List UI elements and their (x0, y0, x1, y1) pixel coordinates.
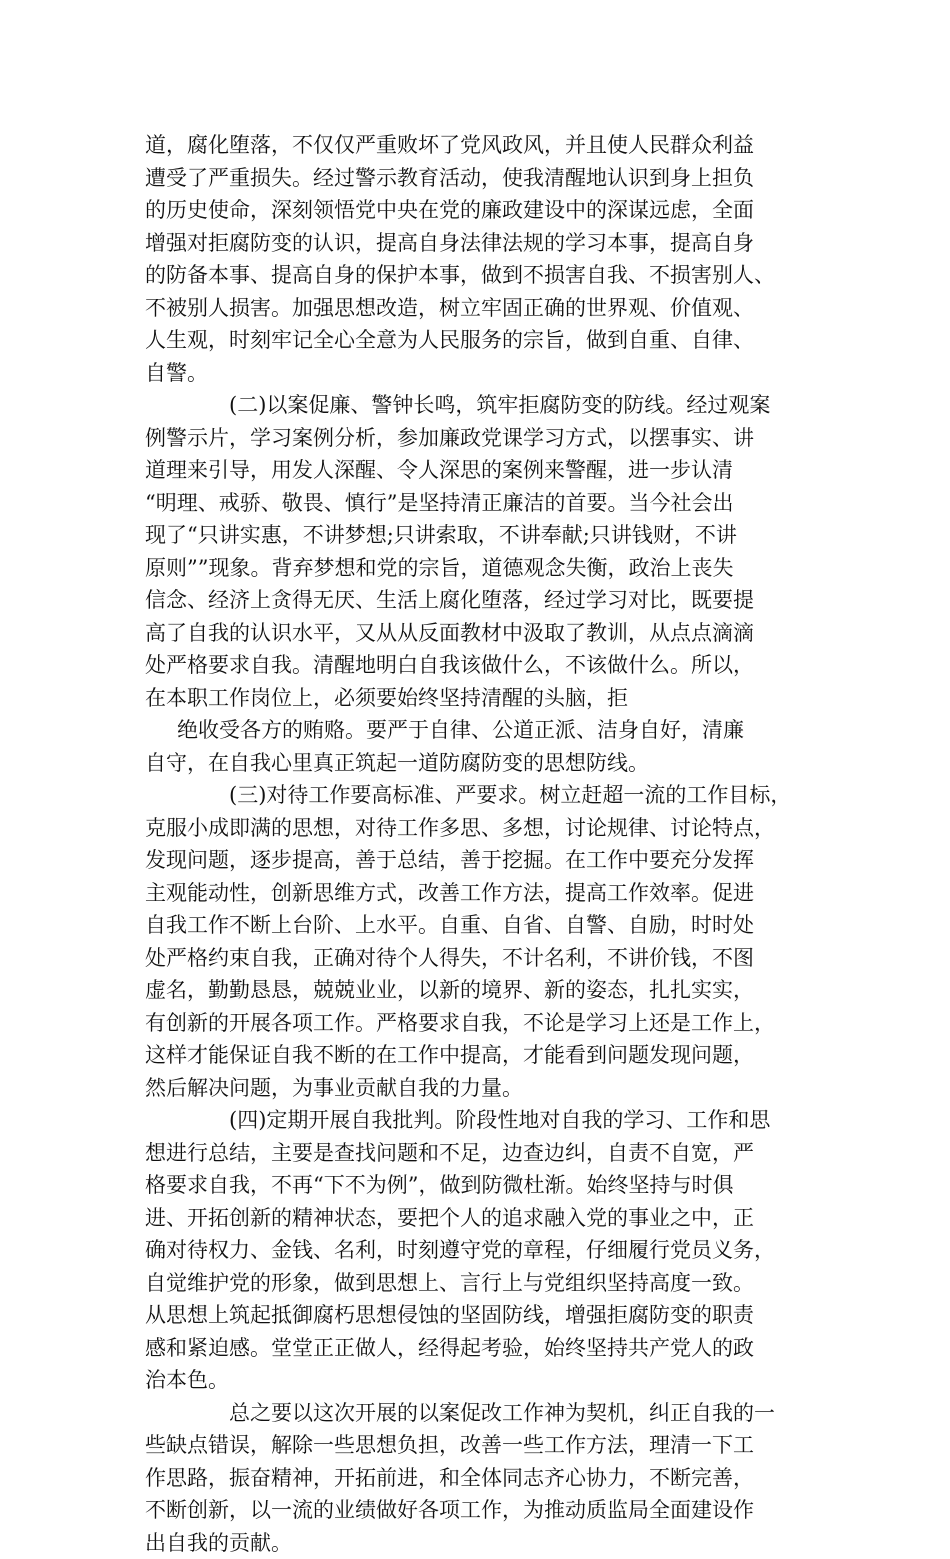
text-line: 从思想上筑起抵御腐朽思想侵蚀的坚固防线，增强拒腐防变的职责 (145, 1299, 805, 1332)
text-line: 自我工作不断上台阶、上水平。自重、自省、自警、自励，时时处 (145, 909, 805, 942)
text-line: 进、开拓创新的精神状态，要把个人的追求融入党的事业之中，正 (145, 1202, 805, 1235)
text-line: 自觉维护党的形象，做到思想上、言行上与党组织坚持高度一致。 (145, 1267, 805, 1300)
text-line: 些缺点错误，解除一些思想负担，改善一些工作方法，理清一下工 (145, 1429, 805, 1462)
text-line: 出自我的贡献。 (145, 1527, 805, 1559)
text-line: 在本职工作岗位上，必须要始终坚持清醒的头脑，拒 (145, 682, 805, 715)
text-line: 绝收受各方的贿赂。要严于自律、公道正派、洁身自好，清廉 (145, 714, 805, 747)
text-line: 原则””现象。背弃梦想和党的宗旨，道德观念失衡，政治上丧失 (145, 552, 805, 585)
text-line: 处严格要求自我。清醒地明白自我该做什么，不该做什么。所以， (145, 649, 805, 682)
text-line: 感和紧迫感。堂堂正正做人，经得起考验，始终坚持共产党人的政 (145, 1332, 805, 1365)
text-line: 确对待权力、金钱、名利，时刻遵守党的章程，仔细履行党员义务， (145, 1234, 805, 1267)
text-line: 格要求自我，不再“下不为例”，做到防微杜渐。始终坚持与时俱 (145, 1169, 805, 1202)
text-line: 道，腐化堕落，不仅仅严重败坏了党风政风，并且使人民群众利益 (145, 129, 805, 162)
text-line: 信念、经济上贪得无厌、生活上腐化堕落，经过学习对比，既要提 (145, 584, 805, 617)
text-line: 虚名，勤勤恳恳，兢兢业业，以新的境界、新的姿态，扎扎实实， (145, 974, 805, 1007)
text-line: 然后解决问题，为事业贡献自我的力量。 (145, 1072, 805, 1105)
text-line: 克服小成即满的思想，对待工作多思、多想，讨论规律、讨论特点， (145, 812, 805, 845)
text-line: 自警。 (145, 357, 805, 390)
text-line: 总之要以这次开展的以案促改工作神为契机，纠正自我的一 (145, 1397, 805, 1430)
text-line: 作思路，振奋精神，开拓前进，和全体同志齐心协力，不断完善， (145, 1462, 805, 1495)
document-body (145, 129, 805, 1559)
text-line: “明理、戒骄、敬畏、慎行”是坚持清正廉洁的首要。当今社会出 (145, 487, 805, 520)
text-line: 增强对拒腐防变的认识，提高自身法律法规的学习本事，提高自身 (145, 227, 805, 260)
text-line: 的防备本事、提高自身的保护本事，做到不损害自我、不损害别人、 (145, 259, 805, 292)
text-line: 自守，在自我心里真正筑起一道防腐防变的思想防线。 (145, 747, 805, 780)
text-line: 现了“只讲实惠，不讲梦想;只讲索取，不讲奉献;只讲钱财，不讲 (145, 519, 805, 552)
text-line: 不被别人损害。加强思想改造，树立牢固正确的世界观、价值观、 (145, 292, 805, 325)
text-line: 发现问题，逐步提高，善于总结，善于挖掘。在工作中要充分发挥 (145, 844, 805, 877)
text-line: 治本色。 (145, 1364, 805, 1397)
text-line: (四)定期开展自我批判。阶段性地对自我的学习、工作和思 (145, 1104, 805, 1137)
text-line: (二)以案促廉、警钟长鸣，筑牢拒腐防变的防线。经过观案 (145, 389, 805, 422)
text-line: 人生观，时刻牢记全心全意为人民服务的宗旨，做到自重、自律、 (145, 324, 805, 357)
text-line: 这样才能保证自我不断的在工作中提高，才能看到问题发现问题， (145, 1039, 805, 1072)
text-line: 的历史使命，深刻领悟党中央在党的廉政建设中的深谋远虑，全面 (145, 194, 805, 227)
text-line: (三)对待工作要高标准、严要求。树立赶超一流的工作目标， (145, 779, 805, 812)
text-line: 高了自我的认识水平，又从从反面教材中汲取了教训，从点点滴滴 (145, 617, 805, 650)
text-line: 遭受了严重损失。经过警示教育活动，使我清醒地认识到身上担负 (145, 162, 805, 195)
text-line: 不断创新，以一流的业绩做好各项工作，为推动质监局全面建设作 (145, 1494, 805, 1527)
text-line: 处严格约束自我，正确对待个人得失，不计名利，不讲价钱，不图 (145, 942, 805, 975)
text-line: 有创新的开展各项工作。严格要求自我，不论是学习上还是工作上， (145, 1007, 805, 1040)
text-line: 想进行总结，主要是查找问题和不足，边查边纠，自责不自宽，严 (145, 1137, 805, 1170)
text-line: 道理来引导，用发人深醒、令人深思的案例来警醒，进一步认清 (145, 454, 805, 487)
text-line: 主观能动性，创新思维方式，改善工作方法，提高工作效率。促进 (145, 877, 805, 910)
text-line: 例警示片，学习案例分析，参加廉政党课学习方式，以摆事实、讲 (145, 422, 805, 455)
